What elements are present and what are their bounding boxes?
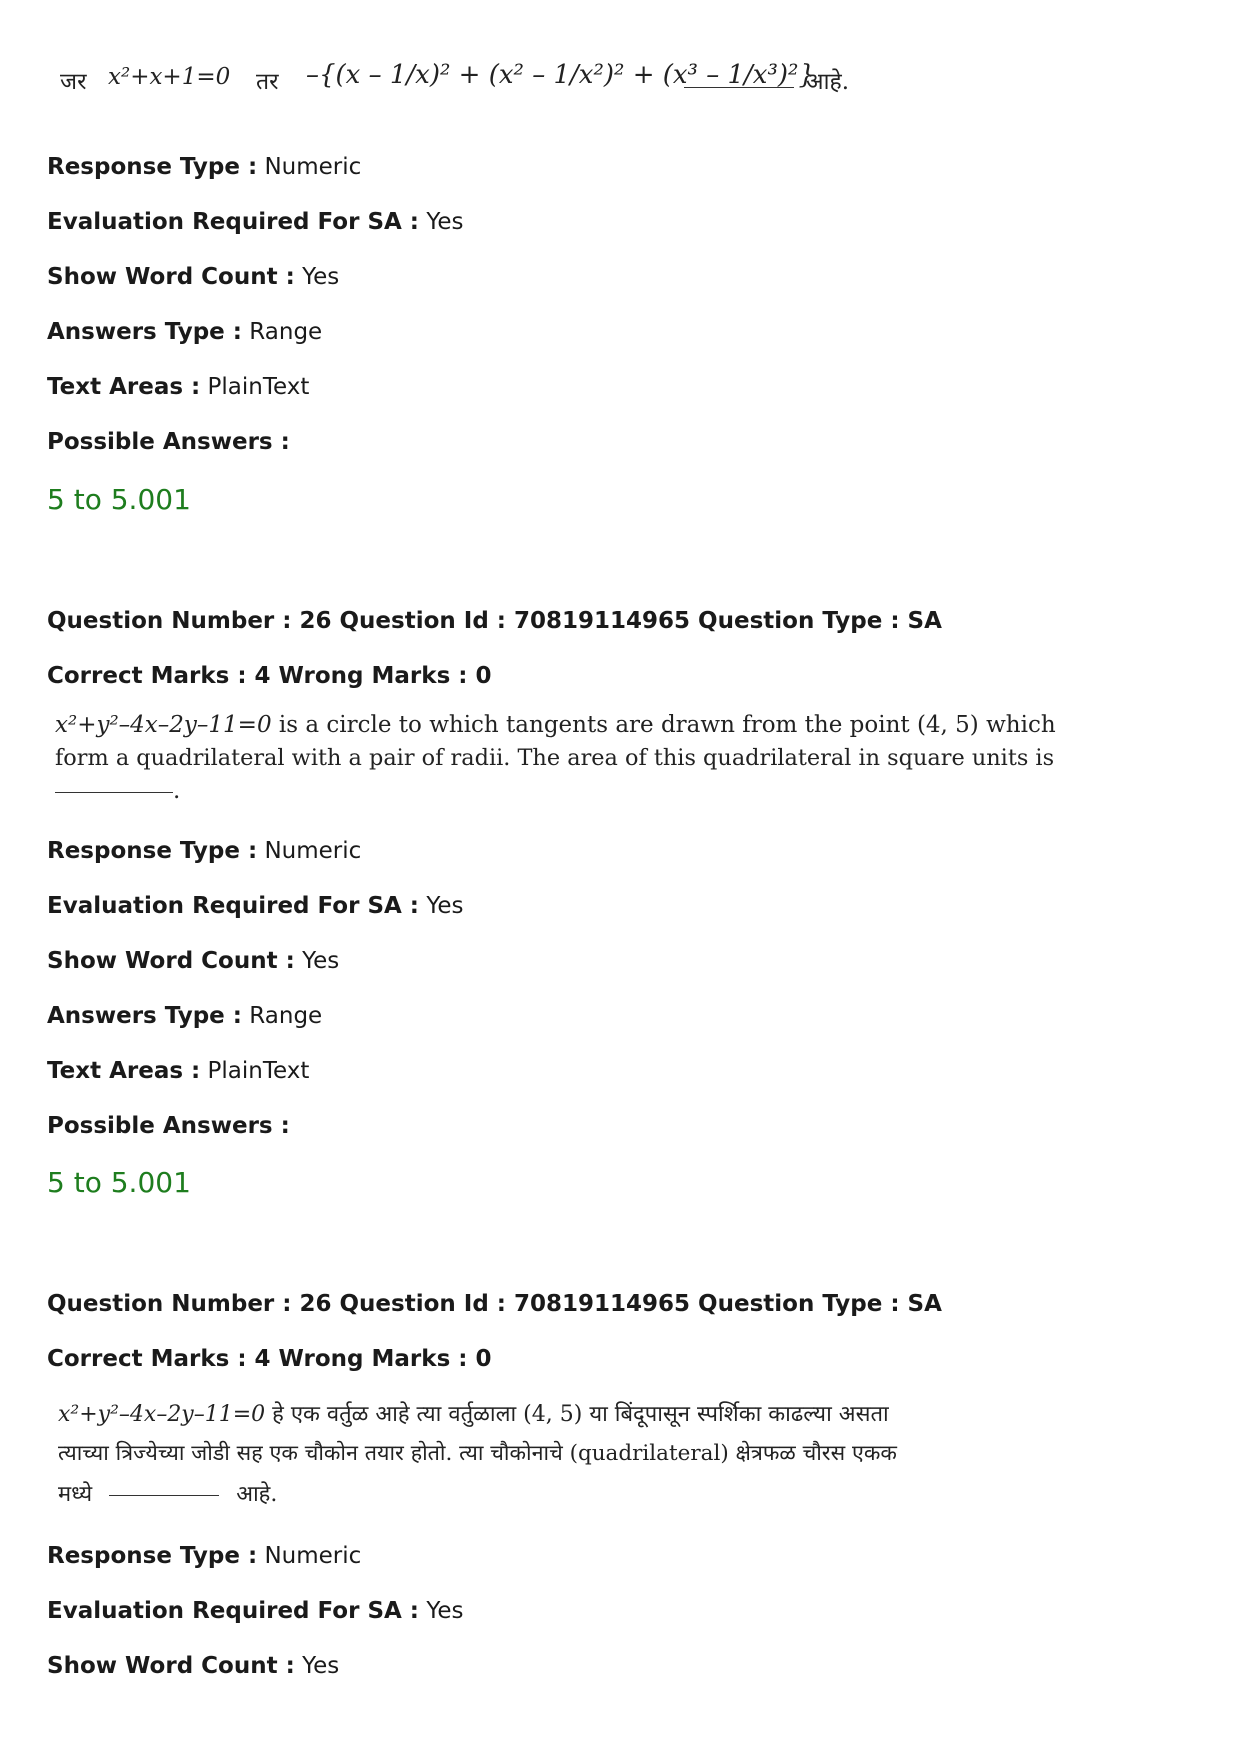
response-type-label: Response Type : [47,838,258,864]
response-type-value: Numeric [264,154,362,180]
evaluation-row [47,891,463,921]
question-header: Question Number : 26 Question Id : 70819114965 Question Type : SA [47,608,942,634]
question-line-3-start: मध्ये [58,1482,93,1507]
answers-type-label: Answers Type : [47,319,242,345]
answers-type-value: Range [249,319,323,345]
answers-type-row [47,1001,322,1031]
response-type-value: Numeric [264,1543,362,1569]
answer-blank [109,1494,219,1496]
text-areas-row [47,1056,309,1086]
word-count-value: Yes [302,1653,340,1679]
answers-type-label: Answers Type : [47,1003,242,1029]
evaluation-value: Yes [426,209,464,235]
question-expression: –{(x – 1/x)² + (x² – 1/x²)² + (x³ – 1/x³)²} [306,60,816,90]
text-areas-value: PlainText [207,374,310,400]
possible-answers-label: Possible Answers : [47,1113,290,1139]
word-count-row [47,1651,339,1681]
question-line-1: is a circle to which tangents are drawn from the point (4, 5) which [278,712,1056,738]
question-line-3 [58,1478,277,1508]
evaluation-value: Yes [426,893,464,919]
response-type-row [47,152,361,182]
word-count-row [47,262,339,292]
possible-answer-value: 5 to 5.001 [47,1166,191,1199]
text-areas-label: Text Areas : [47,1058,201,1084]
word-count-label: Show Word Count : [47,948,295,974]
text-areas-label: Text Areas : [47,374,201,400]
circle-equation: x²+y²–4x–2y–11=0 [58,1402,266,1427]
circle-equation: x²+y²–4x–2y–11=0 [55,712,272,738]
question-header: Question Number : 26 Question Id : 70819114965 Question Type : SA [47,1291,942,1317]
evaluation-row [47,1596,463,1626]
word-count-label: Show Word Count : [47,1653,295,1679]
answer-blank [684,86,794,88]
possible-answer-value: 5 to 5.001 [47,483,191,516]
answers-type-row [47,317,322,347]
response-type-value: Numeric [264,838,362,864]
response-type-row [47,836,361,866]
question-25-text [60,50,960,120]
possible-answers-row [47,427,290,457]
evaluation-label: Evaluation Required For SA : [47,893,420,919]
question-marks: Correct Marks : 4 Wrong Marks : 0 [47,663,492,689]
response-type-row [47,1541,361,1571]
question-line-3-end: आहे. [236,1482,278,1507]
evaluation-row [47,207,463,237]
question-line-2: form a quadrilateral with a pair of radii. The area of this quadrilateral in square units is [55,745,1055,771]
word-count-value: Yes [302,264,340,290]
evaluation-label: Evaluation Required For SA : [47,209,420,235]
response-type-label: Response Type : [47,154,258,180]
question-marks: Correct Marks : 4 Wrong Marks : 0 [47,1346,492,1372]
word-count-label: Show Word Count : [47,264,295,290]
question-26-english-text [55,712,1056,807]
question-26-marathi-text [58,1398,948,1508]
question-suffix: आहे. [806,69,850,95]
evaluation-label: Evaluation Required For SA : [47,1598,420,1624]
question-line-1: हे एक वर्तुळ आहे त्या वर्तुळाला (4, 5) या बिंदूपासून स्पर्शिका काढल्या असता [272,1402,889,1427]
word-count-value: Yes [302,948,340,974]
possible-answers-label: Possible Answers : [47,429,290,455]
word-count-row [47,946,339,976]
response-type-label: Response Type : [47,1543,258,1569]
question-prefix: जर [60,69,87,95]
answers-type-value: Range [249,1003,323,1029]
question-equation: x²+x+1=0 [108,64,231,90]
text-areas-value: PlainText [207,1058,310,1084]
question-line-2: त्याच्या त्रिज्येच्या जोडी सह एक चौकोन तयार होतो. त्या चौकोनाचे (quadrilateral) क्षेत्रफळ चौरस एकक [58,1441,897,1466]
answer-blank-line: . [55,778,180,804]
question-then-word: तर [256,69,279,95]
evaluation-value: Yes [426,1598,464,1624]
text-areas-row [47,372,309,402]
possible-answers-row [47,1111,290,1141]
answer-blank [55,791,173,793]
